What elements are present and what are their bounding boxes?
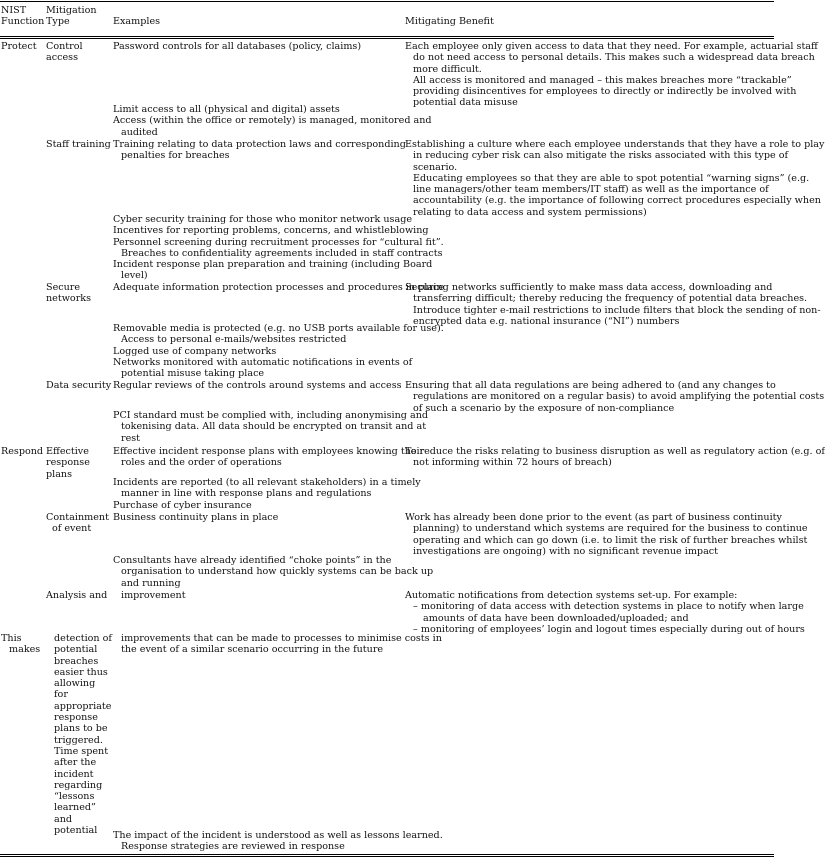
- benefit-control-access: Each employee only given access to data that they need. For example, actuarial staff do not need access to personal details. This makes such a widespread data breach more difficult. All access is monitored and managed – this makes breaches more “trackable” providing disincentives for employees to directly or indirectly be involved with potential data misuse: [405, 41, 818, 109]
- benefit-staff-training: Establishing a culture where each employee understands that they have a role to play in reducing cyber risk can also mitigate the risks associated with this type of scenario. Educating employees so that they are able to spot potential “warning signs” (e.g. line managers/other team members/IT staff) as well as the importance of accountability (e.g. the importance of following correct procedures especially when relating to data access and system permissions): [405, 139, 825, 218]
- top-rule: [0, 1, 774, 2]
- example-overflow-2: The impact of the incident is understood as well as lessons learned. Response strategies are reviewed in response: [113, 830, 443, 853]
- header-rule-1: [0, 36, 774, 37]
- example-staff-training-2: Cyber security training for those who monitor network usage Incentives for reporting problems, concerns, and whistleblowing Personnel screening during recruitment processes for “cultural fit”. Breaches to confidentiality agreements included in staff contracts Incident response plan preparation and training (including Board level): [113, 214, 444, 282]
- type-control-access: Control access: [46, 41, 83, 64]
- header-rule-2: [0, 38, 774, 39]
- example-staff-training-1: Training relating to data protection laws and corresponding penalties for breaches: [113, 139, 406, 162]
- function-overflow: This makes: [1, 633, 41, 656]
- function-respond: Respond: [1, 446, 44, 457]
- example-containment-2: Consultants have already identified “choke points” in the organisation to understand how quickly systems can be back up and running: [113, 555, 434, 589]
- benefit-data-security: Ensuring that all data regulations are being adhered to (and any changes to regulations are monitored on a regular basis) to avoid amplifying the potential costs of such a scenario by the exposure of non-compliance: [405, 380, 825, 414]
- example-effective-plans-1: Effective incident response plans with employees knowing their roles and the order of operations: [113, 446, 425, 469]
- type-overflow: detection of potential breaches easier thus allowing for appropriate response plans to be triggered. Time spent after the incident regarding “lessons learned” and potential: [54, 633, 112, 837]
- example-data-security-1: Regular reviews of the controls around systems and access: [113, 380, 402, 391]
- example-secure-networks-2: Removable media is protected (e.g. no USB ports available for use). Access to personal e-mails/websites restricted Logged use of company networks Networks monitored with automatic notifications in events of potential misuse taking place: [113, 323, 444, 380]
- example-effective-plans-2: Incidents are reported (to all relevant stakeholders) in a timely manner in line with response plans and regulations Purchase of cyber insurance: [113, 477, 421, 511]
- example-secure-networks-1: Adequate information protection processes and procedures in place: [113, 282, 445, 293]
- type-data-security: Data security: [46, 380, 112, 391]
- type-secure-networks: Secure networks: [46, 282, 92, 305]
- benefit-analysis: Automatic notifications from detection systems set-up. For example: – monitoring of data access with detection systems in place to notify when large amounts of data have been downloaded/uploaded; and – monitoring of employees’ login and logout times especially during out of hours: [405, 590, 805, 635]
- header-mitigation-type: Mitigation Type: [46, 5, 97, 28]
- example-overflow-1: improvements that can be made to processes to minimise costs in the event of a similar scenario occurring in the future: [121, 633, 442, 656]
- example-analysis-1: improvement: [121, 590, 186, 601]
- bottom-rule-2: [0, 856, 774, 857]
- example-data-security-2: PCI standard must be complied with, including anonymising and tokenising data. All data should be encrypted on transit and at rest: [113, 410, 429, 444]
- example-containment-1: Business continuity plans in place: [113, 512, 279, 523]
- type-containment-of-event: Containment of event: [46, 512, 109, 535]
- benefit-effective-plans: To reduce the risks relating to business disruption as well as regulatory action (e.g. of not informing within 72 hours of breach): [405, 446, 825, 469]
- benefit-secure-networks: Securing networks sufficiently to make mass data access, downloading and transferring difficult; thereby reducing the frequency of potential data breaches. Introduce tighter e-mail restrictions to include filters that block the sending of non- encrypted data e.g. national insurance (“NI”) numbers: [405, 282, 821, 327]
- function-protect: Protect: [1, 41, 37, 52]
- type-effective-response-plans: Effective response plans: [46, 446, 90, 480]
- benefit-containment: Work has already been done prior to the event (as part of business continuity planning) to understand which systems are required for the business to continue operating and which can go down (i.e. to limit the risk of further breaches whilst investigations are ongoing) with no significant revenue impact: [405, 512, 808, 557]
- type-analysis: Analysis and: [46, 590, 108, 601]
- example-control-access-2: Limit access to all (physical and digital) assets Access (within the office or remotely) is managed, monitored and audited: [113, 104, 432, 138]
- header-mitigating-benefit: Mitigating Benefit: [405, 16, 494, 27]
- header-examples: Examples: [113, 16, 161, 27]
- type-staff-training: Staff training: [46, 139, 111, 150]
- example-control-access-1: Password controls for all databases (policy, claims): [113, 41, 362, 52]
- bottom-rule-1: [0, 854, 774, 855]
- header-nist-function: NIST Function: [1, 5, 45, 28]
